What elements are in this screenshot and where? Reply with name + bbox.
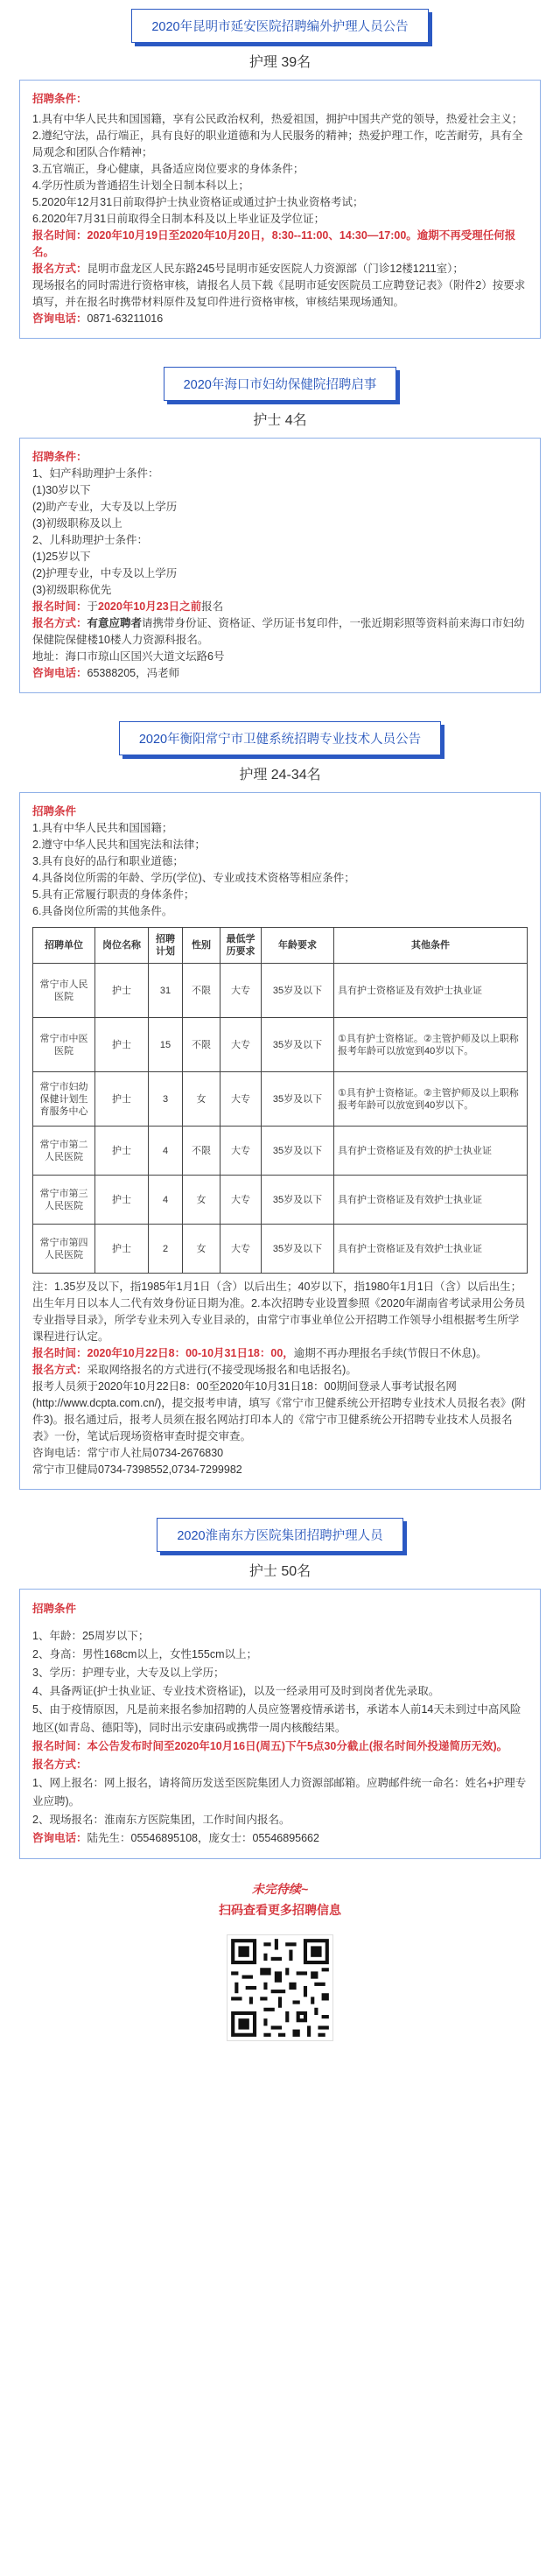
requirement-line: (3)初级职称及以上 xyxy=(32,517,122,530)
deadline-text: 本公告发布时间至2020年10月16日(周五)下午5点30分截止(报名时间外投递简历无效)。 xyxy=(87,1740,508,1752)
table-cell: 女 xyxy=(183,1176,220,1225)
method-bold: 有意应聘者 xyxy=(87,617,143,629)
table-cell: 护士 xyxy=(95,1127,149,1176)
deadline xyxy=(32,1345,528,1362)
table-cell: 常宁市第四人民医院 xyxy=(33,1225,95,1274)
table-header: 岗位名称 xyxy=(95,928,149,964)
requirement-line: (1)25岁以下 xyxy=(32,551,91,563)
position-count: 护理 24-34名 xyxy=(239,768,321,783)
deadline xyxy=(32,1737,528,1756)
table-cell: ①具有护士资格证。②主管护师及以上职称报考年龄可以放宽到40岁以下。 xyxy=(334,1018,528,1072)
table-row xyxy=(33,964,528,1018)
table-cell: 4 xyxy=(149,1176,183,1225)
requirement-line: 1.具有中华人民共和国国籍； xyxy=(32,822,173,834)
phone-label: 咨询电话： xyxy=(32,667,88,679)
table-cell: 35岁及以下 xyxy=(262,964,334,1018)
requirements-title: 招聘条件 xyxy=(32,805,77,818)
table-row xyxy=(33,1127,528,1176)
info-card xyxy=(19,438,541,693)
deadline-label: 报名时间： xyxy=(32,1740,88,1752)
requirement-line: 2.遵守中华人民共和国宪法和法律； xyxy=(32,839,206,851)
table-cell: 2 xyxy=(149,1225,183,1274)
section-title: 2020年昆明市延安医院招聘编外护理人员公告 xyxy=(131,9,428,43)
requirement-line: 6.具备岗位所需的其他条件。 xyxy=(32,905,173,917)
table-cell: 大专 xyxy=(220,1127,262,1176)
position-count: 护士 4名 xyxy=(253,413,307,428)
position-count: 护士 50名 xyxy=(248,1564,312,1579)
table-header: 年龄要求 xyxy=(262,928,334,964)
requirement-line: 1、年龄：25周岁以下； xyxy=(32,1630,150,1642)
table-cell: 护士 xyxy=(95,1018,149,1072)
section-title-pill xyxy=(0,5,560,46)
table-cell: 大专 xyxy=(220,1176,262,1225)
requirements-title: 招聘条件： xyxy=(32,93,88,105)
method-text: 请携带身份证、资格证、学历证书复印件，一张近期彩照等资料前来海口市妇幼保健院保健楼10楼人力资源科报名。 xyxy=(32,617,525,646)
table-cell: 具有护士资格证及有效护士执业证 xyxy=(334,1225,528,1274)
deadline-pre: 于 xyxy=(87,600,99,613)
table-cell: 常宁市人民医院 xyxy=(33,964,95,1018)
deadline-text: 2020年10月19日至2020年10月20日，8:30--11:00、14:30—17:00。逾期不再受理任何报名。 xyxy=(32,229,516,258)
section-title: 2020年衡阳常宁市卫健系统招聘专业技术人员公告 xyxy=(119,721,441,755)
table-cell: 不限 xyxy=(183,1127,220,1176)
deadline-label: 报名时间： xyxy=(32,1347,88,1359)
table-cell: 常宁市第二人民医院 xyxy=(33,1127,95,1176)
to-be-continued: 未完待续~ xyxy=(251,1882,309,1896)
table-header: 招聘计划 xyxy=(149,928,183,964)
phone-label: 咨询电话： xyxy=(32,1832,88,1844)
section-huainan xyxy=(0,1490,560,1859)
table-cell: 不限 xyxy=(183,1018,220,1072)
phone xyxy=(32,665,528,682)
table-row xyxy=(33,1225,528,1274)
method-label xyxy=(32,1756,528,1774)
requirement-line: (2)助产专业，大专及以上学历 xyxy=(32,501,178,513)
requirement-line: (3)初级职称优先 xyxy=(32,584,112,596)
extra-line: 现场报名的同时需进行资格审核，请报名人员下载《昆明市延安医院员工应聘登记表》（附件2）按要求填写，并在报名时携带材料原件及复印件进行资格审核，审核结果现场通知。 xyxy=(32,279,526,308)
table-cell: 大专 xyxy=(220,964,262,1018)
method-line: 2、现场报名：淮南东方医院集团，工作时间内报名。 xyxy=(32,1814,290,1826)
requirement-line: 5.具有正常履行职责的身体条件； xyxy=(32,888,195,901)
requirement-line: (2)护理专业，中专及以上学历 xyxy=(32,567,178,579)
requirements-title: 招聘条件： xyxy=(32,451,88,463)
requirement-line: 4、具备两证(护士执业证、专业技术资格证)，以及一经录用可及时到岗者优先录取。 xyxy=(32,1685,440,1697)
table-cell: 具有护士资格证及有效护士执业证 xyxy=(334,964,528,1018)
deadline-post: 逾期不再办理报名手续(节假日不休息)。 xyxy=(293,1347,487,1359)
requirement-line: 4.具备岗位所需的年龄、学历(学位)、专业或技术资格等相应条件； xyxy=(32,872,355,884)
method xyxy=(32,615,528,649)
method xyxy=(32,1362,528,1379)
table-cell: 大专 xyxy=(220,1225,262,1274)
method-text: 昆明市盘龙区人民东路245号昆明市延安医院人力资源部（门诊12楼1211室）； xyxy=(87,263,464,275)
table-header: 其他条件 xyxy=(334,928,528,964)
table-header: 最低学历要求 xyxy=(220,928,262,964)
phone-text: 0871-63211016 xyxy=(87,312,164,325)
position-count: 护理 39名 xyxy=(248,55,312,70)
recruitment-table xyxy=(32,927,528,1274)
requirement-line: 6.2020年7月31日前取得全日制本科及以上毕业证及学位证； xyxy=(32,213,326,225)
table-header: 招聘单位 xyxy=(33,928,95,964)
extra-line: 咨询电话：常宁市人社局0734-2676830 xyxy=(32,1447,224,1459)
method-label: 报名方式： xyxy=(32,617,88,629)
table-cell: 不限 xyxy=(183,964,220,1018)
table-cell: 35岁及以下 xyxy=(262,1225,334,1274)
table-row xyxy=(33,1018,528,1072)
info-card xyxy=(19,792,541,1490)
table-cell: 15 xyxy=(149,1018,183,1072)
deadline xyxy=(32,599,528,615)
phone xyxy=(32,311,528,327)
scan-hint: 扫码查看更多招聘信息 xyxy=(219,1903,341,1917)
phone-text: 陆先生：05546895108，庞女士：05546895662 xyxy=(87,1832,319,1844)
requirement-line: 3.具有良好的品行和职业道德； xyxy=(32,855,184,867)
qr-code-icon[interactable] xyxy=(227,1934,333,2041)
footer xyxy=(0,1880,560,2041)
section-kunming xyxy=(0,0,560,339)
table-cell: 护士 xyxy=(95,1176,149,1225)
table-header: 性别 xyxy=(183,928,220,964)
phone xyxy=(32,1829,528,1848)
section-title-pill xyxy=(0,718,560,758)
deadline-post: 报名 xyxy=(201,600,224,613)
address: 地址：海口市琼山区国兴大道文坛路6号 xyxy=(32,650,225,663)
method xyxy=(32,261,528,277)
note-line: 注：1.35岁及以下，指1985年1月1日（含）以后出生；40岁以下，指1980年1月1日（含）以后出生；出生年月日以本人二代有效身份证日期为准。2.本次招聘专业设置参照《2020年湖南省考试录用公务员专业指导目录》，所学专业未列入专业目录的，由常宁市事业单位公开招聘工作领导小组根据考生所学课程进行认定。 xyxy=(32,1281,526,1343)
deadline-text: 2020年10月22日8：00-10月31日18：00， xyxy=(87,1347,294,1359)
section-title: 2020年海口市妇幼保健院招聘启事 xyxy=(164,367,397,401)
method-text: 采取网络报名的方式进行(不接受现场报名和电话报名)。 xyxy=(87,1364,357,1376)
table-cell: 35岁及以下 xyxy=(262,1072,334,1127)
table-cell: 3 xyxy=(149,1072,183,1127)
method-label: 报名方式： xyxy=(32,1364,88,1376)
table-cell: 具有护士资格证及有效的护士执业证 xyxy=(334,1127,528,1176)
deadline-text: 2020年10月23日之前 xyxy=(98,600,202,613)
deadline-label: 报名时间： xyxy=(32,600,88,613)
extra-line: 常宁市卫健局0734-7398552,0734-7299982 xyxy=(32,1463,242,1476)
table-cell: 常宁市妇幼保健计划生育服务中心 xyxy=(33,1072,95,1127)
deadline-label: 报名时间： xyxy=(32,229,88,242)
phone-label: 咨询电话： xyxy=(32,312,88,325)
info-card xyxy=(19,80,541,339)
requirement-line: 2、身高：男性168cm以上，女性155cm以上； xyxy=(32,1648,257,1660)
table-cell: 护士 xyxy=(95,1225,149,1274)
method-line: 1、网上报名：网上报名，请将简历发送至医院集团人力资源部邮箱。应聘邮件统一命名：姓名+护理专业应聘)。 xyxy=(32,1777,527,1807)
table-cell: 31 xyxy=(149,964,183,1018)
requirement-line: 2、儿科助理护士条件： xyxy=(32,534,148,546)
qr-code-graphic xyxy=(228,1935,332,2040)
section-title: 2020淮南东方医院集团招聘护理人员 xyxy=(157,1518,402,1552)
section-changning xyxy=(0,693,560,1490)
requirement-line: 4.学历性质为普通招生计划全日制本科以上； xyxy=(32,179,249,192)
table-cell: 4 xyxy=(149,1127,183,1176)
table-cell: 女 xyxy=(183,1225,220,1274)
table-cell: 大专 xyxy=(220,1018,262,1072)
table-row xyxy=(33,1176,528,1225)
requirement-line: 3、学历：护理专业，大专及以上学历； xyxy=(32,1667,225,1679)
table-cell: 护士 xyxy=(95,964,149,1018)
table-cell: 35岁及以下 xyxy=(262,1176,334,1225)
table-cell: 常宁市中医医院 xyxy=(33,1018,95,1072)
table-cell: 常宁市第三人民医院 xyxy=(33,1176,95,1225)
section-title-pill xyxy=(0,363,560,404)
requirement-line: 3.五官端正，身心健康，具备适应岗位要求的身体条件； xyxy=(32,163,304,175)
info-card xyxy=(19,1589,541,1859)
requirement-line: 2.遵纪守法，品行端正，具有良好的职业道德和为人民服务的精神；热爱护理工作，吃苦耐劳，具有全局观念和团队合作精神； xyxy=(32,130,523,158)
extra-line: 报考人员须于2020年10月22日8：00至2020年10月31日18：00期间登录人事考试报名网(http://www.dcpta.com.cn/)，提交报考申请，填写《常宁市卫健系统公开招聘专业技术人员报名表》(附件3)。报名通过后，报考人员须在报名网站打印本人的《常宁市卫健系统公开招聘专业技术人员报名表》一份，笔试后现场资格审查时提交审查。 xyxy=(32,1380,526,1442)
requirement-line: (1)30岁以下 xyxy=(32,484,91,496)
table-header-row xyxy=(33,928,528,964)
table-cell: 女 xyxy=(183,1072,220,1127)
requirement-line: 5、由于疫情原因，凡是前来报名参加招聘的人员应签署疫情承诺书，承诺本人前14天未到过中高风险地区(如青岛、德阳等)，同时出示安康码或携带一周内核酸结果。 xyxy=(32,1703,522,1734)
requirement-line: 1.具有中华人民共和国国籍，享有公民政治权利，热爱祖国，拥护中国共产党的领导，热爱社会主义； xyxy=(32,113,523,125)
requirements-title: 招聘条件 xyxy=(32,1603,77,1615)
table-cell: 大专 xyxy=(220,1072,262,1127)
table-cell: 35岁及以下 xyxy=(262,1018,334,1072)
table-row xyxy=(33,1072,528,1127)
requirement-line: 5.2020年12月31日前取得护士执业资格证或通过护士执业资格考试； xyxy=(32,196,364,208)
method-label: 报名方式： xyxy=(32,263,88,275)
section-haikou xyxy=(0,339,560,693)
method-label-text: 报名方式： xyxy=(32,1758,88,1771)
requirement-line: 1、妇产科助理护士条件： xyxy=(32,467,159,480)
section-title-pill xyxy=(0,1514,560,1555)
phone-text: 65388205，冯老师 xyxy=(87,667,180,679)
table-cell: 具有护士资格证及有效护士执业证 xyxy=(334,1176,528,1225)
table-cell: 护士 xyxy=(95,1072,149,1127)
table-cell: 35岁及以下 xyxy=(262,1127,334,1176)
table-cell: ①具有护士资格证。②主管护师及以上职称报考年龄可以放宽到40岁以下。 xyxy=(334,1072,528,1127)
deadline xyxy=(32,228,528,261)
